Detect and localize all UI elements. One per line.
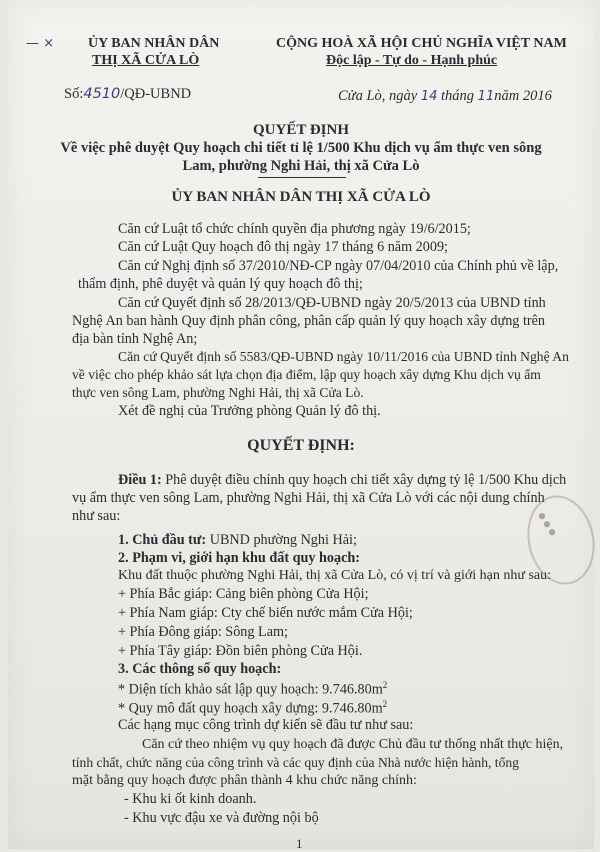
area-planned-text: * Quy mô đất quy hoạch xây dựng: 9.746.80m [118, 700, 383, 717]
article-1-line: vụ ẩm thực ven sông Lam, phường Nghi Hải, thị xã Cửa Lò với các nội dung chính [72, 490, 545, 506]
zone-item: - Khu ki ốt kinh doanh. [124, 791, 257, 807]
agency-subname: THỊ XÃ CỬA LÒ [92, 53, 200, 68]
item-scope: 2. Phạm vi, giới hạn khu đất quy hoạch: [118, 550, 361, 566]
basis-line: Xét đề nghị của Trưởng phòng Quản lý đô thị. [118, 403, 381, 419]
agency-name: ỦY BAN NHÂN DÂN [88, 36, 220, 51]
subject-line-2: Lam, phường Nghi Hải, thị xã Cửa Lò [182, 158, 420, 174]
article-1-line: như sau: [72, 508, 121, 524]
document-date [338, 88, 552, 105]
boundary-line: + Phía Tây giáp: Đồn biên phòng Cửa Hội. [118, 643, 363, 659]
page-number: 1 [296, 836, 303, 851]
subject-line-1: Về việc phê duyệt Quy hoạch chi tiết tỉ lệ 1/500 Khu dịch vụ ẩm thực ven sông [60, 140, 542, 156]
national-slogan: Độc lập - Tự do - Hạnh phúc [326, 53, 498, 68]
works-paragraph: mặt bằng quy hoạch được phân thành 4 khu chức năng chính: [72, 773, 417, 788]
boundary-line: + Phía Đông giáp: Sông Lam; [118, 624, 288, 640]
zone-item: - Khu vực đậu xe và đường nội bộ [124, 810, 319, 826]
basis-line: Căn cứ Luật Quy hoạch đô thị ngày 17 tháng 6 năm 2009; [118, 239, 448, 255]
works-paragraph: Căn cứ theo nhiệm vụ quy hoạch đã được Chủ đầu tư thống nhất thực hiện, [142, 737, 564, 752]
issuer-heading: ỦY BAN NHÂN DÂN THỊ XÃ CỬA LÒ [171, 189, 431, 205]
date-month-label: tháng [441, 88, 475, 104]
number-suffix: /QĐ-UBND [120, 86, 192, 102]
area-planned [118, 699, 387, 718]
boundary-line: + Phía Bắc giáp: Cảng biên phòng Cửa Hội; [118, 586, 369, 602]
area-unit-sup: 2 [382, 699, 388, 709]
basis-line: Căn cứ Quyết định số 28/2013/QĐ-UBND ngày 20/5/2013 của UBND tỉnh [118, 295, 546, 311]
basis-line: về việc cho phép khảo sát lựa chọn địa điểm, lập quy hoạch xây dựng Khu dịch vụ ẩm [72, 367, 541, 382]
area-survey [118, 680, 387, 699]
basis-line: Nghệ An ban hành Quy định phân công, phân cấp quản lý quy hoạch xây dựng trên [72, 313, 546, 329]
article-1-line [118, 472, 566, 489]
number-handwritten: 4510 [83, 86, 121, 102]
boundary-line: + Phía Nam giáp: Cty chế biến nước mắm Cửa Hội; [118, 605, 413, 621]
decision-heading: QUYẾT ĐỊNH: [247, 437, 355, 454]
handwritten-mark: — × [26, 36, 55, 51]
date-month: 11 [477, 89, 495, 104]
basis-line: thẩm định, phê duyệt và quản lý quy hoạch đô thị; [78, 276, 363, 292]
document-page [8, 0, 594, 849]
title-divider [258, 177, 346, 178]
area-unit-sup: 2 [382, 680, 388, 690]
item-parameters: 3. Các thông số quy hoạch: [118, 661, 282, 677]
basis-line: địa bàn tỉnh Nghệ An; [72, 331, 198, 347]
basis-line: Căn cứ Quyết định số 5583/QĐ-UBND ngày 10/11/2016 của UBND tỉnh Nghệ An [118, 349, 569, 364]
item-investor-value: UBND phường Nghi Hải; [206, 532, 357, 548]
scope-text: Khu đất thuộc phường Nghi Hải, thị xã Cửa Lò, có vị trí và giới hạn như sau: [118, 568, 552, 583]
article-1-text: Phê duyệt điều chỉnh quy hoạch chi tiết xây dựng tỷ lệ 1/500 Khu dịch [161, 472, 567, 488]
works-intro: Các hạng mục công trình dự kiến sẽ đầu tư như sau: [118, 717, 414, 733]
number-prefix: Số: [64, 86, 84, 102]
national-motto: CỘNG HOÀ XÃ HỘI CHỦ NGHĨA VIỆT NAM [276, 36, 567, 51]
document-number [64, 86, 191, 103]
article-1-label: Điều 1: [118, 472, 162, 488]
date-day: 14 [420, 89, 438, 104]
basis-line: thực ven sông Lam, phường Nghi Hải, thị xã Cửa Lò. [72, 385, 364, 400]
basis-line: Căn cứ Luật tổ chức chính quyền địa phương ngày 19/6/2015; [118, 221, 471, 237]
item-investor [118, 532, 357, 549]
item-investor-label: 1. Chủ đầu tư: [118, 532, 207, 548]
area-survey-text: * Diện tích khảo sát lập quy hoạch: 9.746.80m [118, 681, 383, 698]
basis-line: Căn cứ Nghị định số 37/2010/NĐ-CP ngày 07/04/2010 của Chính phủ về lập, [118, 258, 559, 274]
date-year: năm 2016 [494, 88, 552, 104]
date-prefix: Cửa Lò, ngày [338, 88, 418, 104]
seal-stamp: ● ● ● [519, 489, 600, 591]
document-title: QUYẾT ĐỊNH [253, 122, 349, 138]
works-paragraph: tính chất, chức năng của công trình và các quy định của Nhà nước hiện hành, tổng [72, 755, 519, 770]
